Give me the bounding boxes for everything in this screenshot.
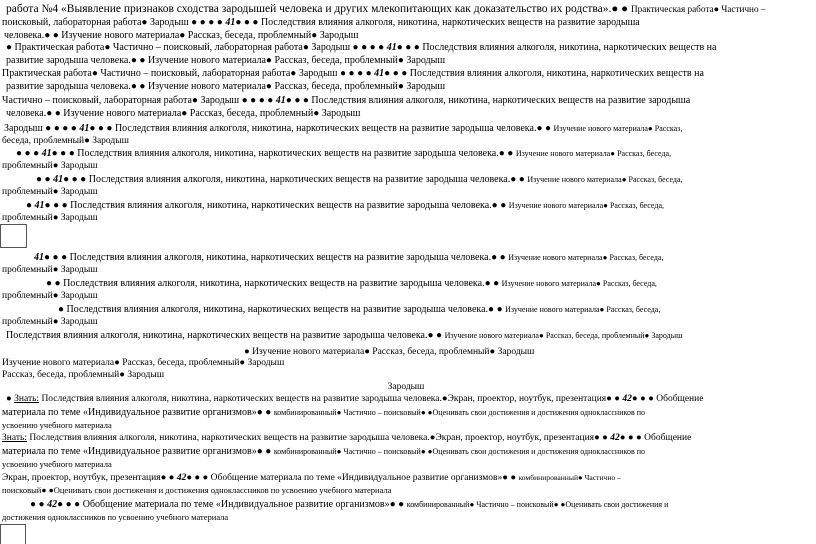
text-run: Изучение нового материала● Рассказ, беседа, [501, 279, 657, 288]
text-run: Последствия влияния алкоголя, никотина, наркотических веществ на [419, 42, 717, 53]
text-run: усвоению учебного материала [2, 459, 112, 469]
text-run: комбинированный● Частично – поисковый● ●Оценивать свои достижения и достижения одноклассников по [273, 408, 646, 417]
text-run: Экран, проектор, ноутбук, презентация● ● [2, 473, 177, 483]
text-run: Обобщение [641, 433, 692, 443]
text-line [2, 483, 812, 498]
text-run: Изучение нового материала● Рассказ, беседа, [508, 201, 664, 210]
text-run: Изучение нового материала● Рассказ, беседа, [508, 253, 664, 262]
text-run: комбинированный● Частично – [518, 473, 621, 482]
text-run: проблемный● Зародыш [2, 317, 98, 327]
text-line [6, 328, 812, 343]
text-run: поисковый● ●Оценивать свои достижения и достижения одноклассников по усвоению учебного материала [2, 485, 392, 495]
text-run: 41● ● ● [79, 123, 113, 134]
text-run: Изучение нового материала● Рассказ, беседа, [527, 175, 683, 184]
text-run: ● ● ● [16, 148, 42, 159]
text-run: Знать: [2, 433, 27, 443]
text-run: Изучение нового материала● Рассказ, беседа, [515, 149, 672, 158]
text-run: 41● ● ● [34, 252, 68, 263]
text-run: Последствия влияния алкоголя, никотина, наркотических веществ на развитие зародыша [308, 95, 691, 106]
text-run: 41● ● ● [34, 200, 68, 211]
empty-table-cell-box [0, 524, 26, 544]
text-line [6, 79, 812, 94]
empty-table-cell-box [0, 224, 27, 248]
text-run: Последствия влияния алкоголя, никотина, наркотических веществ на развитие зародыша человека.● ● [112, 123, 554, 134]
text-run: Последствия влияния алкоголя, никотина, наркотических веществ на развитие зародыша [258, 17, 640, 28]
text-line [6, 106, 812, 121]
text-run: 42● ● ● [47, 499, 81, 510]
text-run: комбинированный● Частично – поисковый● ●Оценивать свои достижения и достижения одноклассников по [273, 447, 646, 456]
text-run: 42● ● ● [610, 433, 642, 443]
text-run: комбинированный● Частично – поисковый● ●Оценивать свои достижения и [406, 500, 669, 509]
text-run: 41● ● ● [41, 148, 75, 159]
text-run: усвоению учебного материала [2, 420, 112, 430]
text-run: Последствия влияния алкоголя, никотина, наркотических веществ на развитие зародыша человека.● ● [74, 148, 516, 159]
text-run: Изучение нового материала● Рассказ, [553, 124, 683, 133]
text-run: материала по теме «Индивидуальное развитие организмов»● ● [2, 446, 274, 457]
text-run: человека.● ● Изучение нового материала● Рассказ, беседа, проблемный● Зародыш [4, 30, 359, 41]
text-run: развитие зародыша человека.● ● Изучение нового материала● Рассказ, беседа, проблемный● Зародыш [6, 81, 446, 92]
text-run: 42● ● ● [176, 473, 209, 483]
text-run: Последствия влияния алкоголя, никотина, наркотических веществ на развитие зародыша человека.● ● [67, 200, 509, 211]
text-run: Практическая работа● Частично – поисковый, лабораторная работа● Зародыш ● ● ● ● [2, 68, 375, 79]
text-run: ● ● Последствия влияния алкоголя, никотина, наркотических веществ на развитие зародыша человека.● ● [46, 278, 502, 289]
text-run: достижения одноклассников по усвоению учебного материала [2, 512, 229, 522]
text-run: Последствия влияния алкоголя, никотина, наркотических веществ на развитие зародыша человека.● ● [86, 174, 528, 185]
text-run: 41● ● ● [53, 174, 87, 185]
text-run: Обобщение материала по теме «Индивидуальное развитие организмов»● ● [208, 473, 519, 483]
text-run: 41● ● ● [275, 95, 309, 106]
text-run: Обобщение материала по теме «Индивидуальное развитие организмов»● ● [80, 499, 407, 510]
text-run: развитие зародыша человека.● ● Изучение нового материала● Рассказ, беседа, проблемный● Зародыш [6, 55, 446, 66]
text-run: Частично – поисковый, лабораторная работа● Зародыш ● ● ● ● [2, 95, 276, 106]
text-run: Зародыш [387, 382, 425, 392]
text-run: 41● ● ● [225, 17, 259, 28]
text-run: 41● ● ● [374, 68, 408, 79]
text-line [2, 211, 812, 226]
text-run: Последствия влияния алкоголя, никотина, наркотических веществ на развитие зародыша человека.●Экран, проектор, ноутбук, презентация● ● [39, 394, 623, 404]
text-run: Изучение нового материала● Рассказ, беседа, проблемный● Зародыш [444, 331, 683, 340]
text-run: Обобщение [653, 394, 704, 404]
text-run: Последствия влияния алкоголя, никотина, наркотических веществ на развитие зародыша человека.●Экран, проектор, ноутбук, презентация● ● [26, 433, 611, 443]
text-run: Последствия влияния алкоголя, никотина, наркотических веществ на развитие зародыша человека.● ● [67, 252, 509, 263]
text-run: проблемный● Зародыш [2, 213, 98, 223]
text-run: Знать: [14, 394, 40, 404]
text-run: проблемный● Зародыш [2, 291, 98, 301]
text-run: Зародыш ● ● ● ● [4, 123, 80, 134]
text-run: человека.● ● Изучение нового материала● Рассказ, беседа, проблемный● Зародыш [6, 108, 361, 119]
text-run: ● Практическая работа● Частично – поисковый, лабораторная работа● Зародыш ● ● ● ● [6, 42, 387, 53]
text-run: 41● ● ● [386, 42, 420, 53]
text-run: Изучение нового материала● Рассказ, беседа, [505, 305, 661, 314]
text-run: проблемный● Зародыш [2, 161, 98, 171]
text-run: проблемный● Зародыш [2, 187, 98, 197]
text-run: поисковый, лабораторная работа● Зародыш ● ● ● ● [2, 17, 226, 28]
text-line [2, 510, 812, 525]
text-run: ● Последствия влияния алкоголя, никотина, наркотических веществ на развитие зародыша человека.● ● [58, 304, 506, 315]
text-run: Практическая работа● Частично – [631, 4, 766, 14]
text-run: ● Изучение нового материала● Рассказ, беседа, проблемный● Зародыш [244, 347, 535, 357]
text-run: 42● ● ● [622, 394, 654, 404]
text-run: ● [6, 394, 15, 404]
text-run: Последствия влияния алкоголя, никотина, наркотических веществ на развитие зародыша человека.● ● [6, 330, 445, 341]
text-run: ● ● [30, 499, 48, 510]
text-run: ● [26, 200, 35, 211]
text-run: беседа, проблемный● Зародыш [2, 136, 129, 146]
text-run: Последствия влияния алкоголя, никотина, наркотических веществ на [407, 68, 704, 79]
text-run: материала по теме «Индивидуальное развитие организмов»● ● [2, 407, 274, 418]
text-run: ● ● [36, 174, 54, 185]
text-run: Изучение нового материала● Рассказ, беседа, проблемный● Зародыш [2, 358, 285, 368]
text-run: проблемный● Зародыш [2, 265, 98, 275]
text-run: Рассказ, беседа, проблемный● Зародыш [2, 370, 165, 380]
text-run: работа №4 «Выявление признаков сходства зародышей человека и других млекопитающих как доказательство их родства».● ● [6, 3, 631, 15]
